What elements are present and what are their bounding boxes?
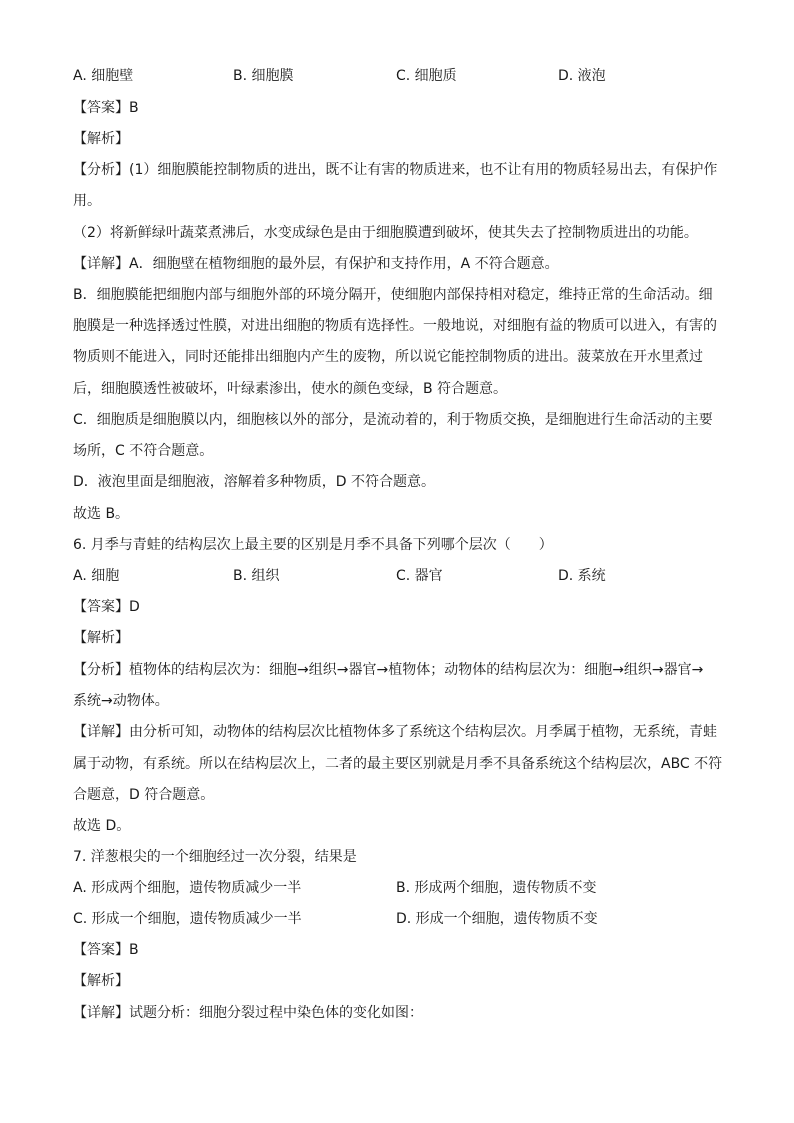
q7-jiexi-heading: 【解析】 bbox=[73, 973, 129, 989]
q6-option-a: A. 细胞 bbox=[73, 568, 120, 584]
q5-analysis-line: 用。 bbox=[73, 193, 101, 209]
q6-jiexi-heading: 【解析】 bbox=[73, 630, 129, 646]
q7-option-b: B. 形成两个细胞，遗传物质不变 bbox=[396, 880, 597, 896]
q5-analysis-line: 【分析】(1）细胞膜能控制物质的进出，既不让有害的物质进来，也不让有用的物质轻易出去，有保护作 bbox=[73, 162, 718, 178]
q6-analysis-line: 系统→动物体。 bbox=[73, 693, 169, 709]
q6-detail-line: 合题意，D 符合题意。 bbox=[73, 787, 215, 803]
q7-option-d: D. 形成一个细胞，遗传物质不变 bbox=[396, 911, 598, 927]
q5-detail-line: C．细胞质是细胞膜以内，细胞核以外的部分，是流动着的，利于物质交换，是细胞进行生命活动的主要 bbox=[73, 412, 713, 428]
q5-option-c: C. 细胞质 bbox=[396, 68, 457, 84]
q5-option-d: D. 液泡 bbox=[558, 68, 606, 84]
q5-detail-line: 物质则不能进入，同时还能排出细胞内产生的废物，所以说它能控制物质的进出。菠菜放在开水里煮过 bbox=[73, 349, 703, 365]
q6-option-b: B. 组织 bbox=[233, 568, 280, 584]
q5-detail-line: 场所，C 不符合题意。 bbox=[73, 443, 214, 459]
q5-detail-line: B．细胞膜能把细胞内部与细胞外部的环境分隔开，使细胞内部保持相对稳定，维持正常的生命活动。细 bbox=[73, 287, 713, 303]
q6-analysis-line: 【分析】植物体的结构层次为：细胞→组织→器官→植物体；动物体的结构层次为：细胞→组织→器官→ bbox=[73, 662, 704, 678]
q5-analysis-line: （2）将新鲜绿叶蔬菜煮沸后，水变成绿色是由于细胞膜遭到破坏，使其失去了控制物质进出的功能。 bbox=[73, 225, 698, 241]
q5-detail-line: D．液泡里面是细胞液，溶解着多种物质，D 不符合题意。 bbox=[73, 474, 436, 490]
q5-detail-line: 后，细胞膜透性被破坏，叶绿素渗出，使水的颜色变绿，B 符合题意。 bbox=[73, 381, 508, 397]
q7-stem: 7. 洋葱根尖的一个细胞经过一次分裂，结果是 bbox=[73, 849, 357, 865]
q6-detail-line: 【详解】由分析可知，动物体的结构层次比植物体多了系统这个结构层次。月季属于植物，无系统，青蛙 bbox=[73, 724, 717, 740]
q7-detail-line: 【详解】试题分析：细胞分裂过程中染色体的变化如图： bbox=[73, 1005, 423, 1021]
q7-option-a: A. 形成两个细胞，遗传物质减少一半 bbox=[73, 880, 302, 896]
q5-jiexi-heading: 【解析】 bbox=[73, 131, 129, 147]
q5-option-a: A. 细胞壁 bbox=[73, 68, 134, 84]
q5-detail-line: 胞膜是一种选择透过性膜，对进出细胞的物质有选择性。一般地说，对细胞有益的物质可以进入，有害的 bbox=[73, 318, 717, 334]
q6-conclusion: 故选 D。 bbox=[73, 818, 131, 834]
q5-conclusion: 故选 B。 bbox=[73, 506, 130, 522]
q6-detail-line: 属于动物，有系统。所以在结构层次上，二者的最主要区别就是月季不具备系统这个结构层次，ABC 不符 bbox=[73, 756, 723, 772]
q7-option-c: C. 形成一个细胞，遗传物质减少一半 bbox=[73, 911, 302, 927]
q6-option-c: C. 器官 bbox=[396, 568, 443, 584]
q5-answer: 【答案】B bbox=[73, 100, 139, 116]
q5-detail-line: 【详解】A．细胞壁在植物细胞的最外层，有保护和支持作用，A 不符合题意。 bbox=[73, 256, 559, 272]
q6-stem: 6. 月季与青蛙的结构层次上最主要的区别是月季不具备下列哪个层次（ ） bbox=[73, 537, 553, 553]
q7-answer: 【答案】B bbox=[73, 942, 139, 958]
q5-option-b: B. 细胞膜 bbox=[233, 68, 294, 84]
q6-answer: 【答案】D bbox=[73, 599, 140, 615]
q6-option-d: D. 系统 bbox=[558, 568, 606, 584]
